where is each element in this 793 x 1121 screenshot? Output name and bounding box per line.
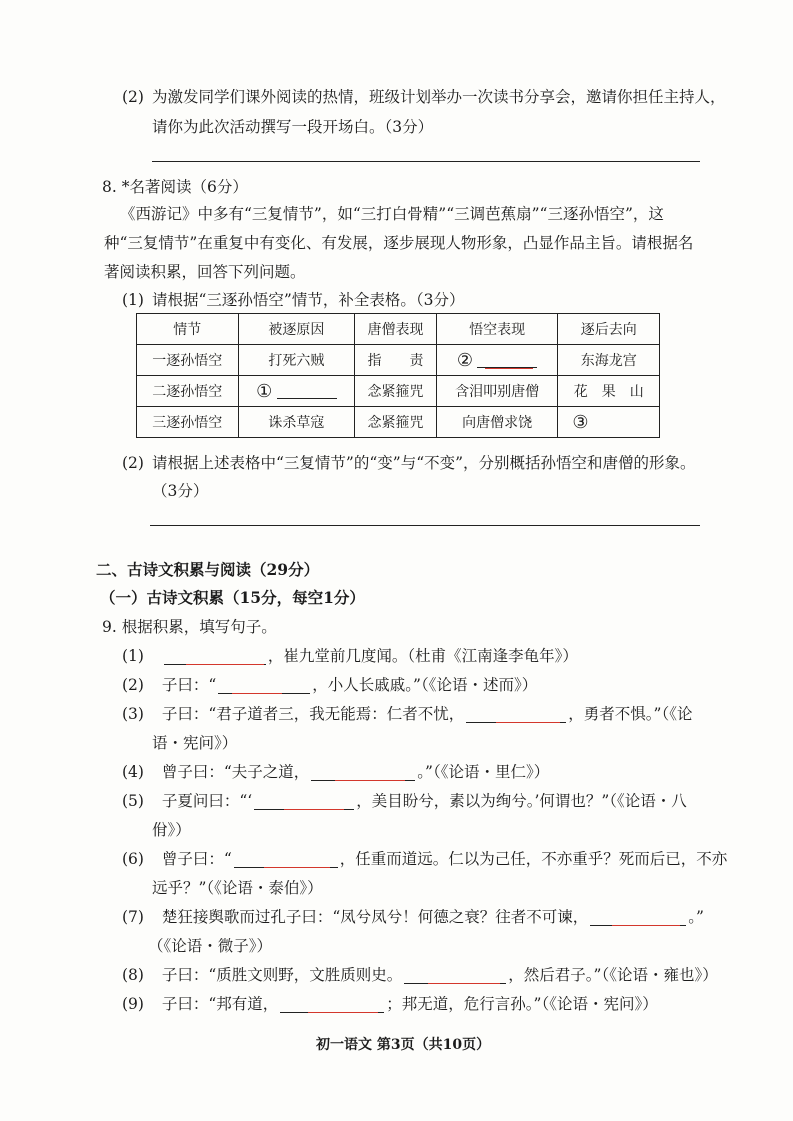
table-header: 逐后去向 xyxy=(558,314,660,345)
table-cell: 二逐孙悟空 xyxy=(137,376,239,407)
item-number: (8) xyxy=(122,966,144,984)
q9-item-5 xyxy=(122,794,687,810)
q9-title: 9. 根据积累，填写句子。 xyxy=(102,618,277,636)
item-prefix: 曾子曰：“ xyxy=(161,850,232,868)
item-suffix: ，美目盼兮，素以为绚兮。’何谓也？”（《论语・八 xyxy=(356,792,687,810)
q8-2-number: (2) xyxy=(122,454,144,472)
q8-2-answer-line[interactable] xyxy=(150,525,700,526)
fill-blank-9[interactable] xyxy=(280,998,384,1013)
q7-2-text-line2: 请你为此次活动撰写一段开场白。（3分） xyxy=(152,118,434,136)
blank-2-line[interactable] xyxy=(477,355,537,368)
blank-1-line[interactable] xyxy=(277,386,337,399)
fill-blank-7[interactable] xyxy=(590,911,686,926)
q9-item-7 xyxy=(122,910,704,926)
table-cell: 打死六贼 xyxy=(238,345,355,376)
fill-blank-5[interactable] xyxy=(254,795,354,810)
fill-blank-8[interactable] xyxy=(404,969,506,984)
table-cell: 向唐僧求饶 xyxy=(436,407,558,438)
table-header: 情节 xyxy=(137,314,239,345)
fill-blank-3[interactable] xyxy=(466,708,566,723)
item-suffix: ，小人长戚戚。”（《论语・述而》） xyxy=(312,676,538,694)
table-cell-blank-2[interactable] xyxy=(436,345,558,376)
item-number: (5) xyxy=(122,792,144,810)
q9-item-1 xyxy=(122,649,578,665)
table-header: 唐僧表现 xyxy=(355,314,437,345)
fill-blank-2[interactable] xyxy=(218,679,310,694)
table-header: 悟空表现 xyxy=(436,314,558,345)
item-number: (3) xyxy=(122,705,144,723)
fill-blank-4[interactable] xyxy=(311,766,415,781)
q9-item-2 xyxy=(122,678,537,694)
item-prefix: 曾子曰：“夫子之道， xyxy=(161,763,310,781)
q9-item-4 xyxy=(122,765,549,781)
q7-2-answer-line[interactable] xyxy=(152,161,700,162)
blank-marker-2: ② xyxy=(456,349,473,371)
q9-item-6 xyxy=(122,852,727,868)
table-cell: 念紧箍咒 xyxy=(355,376,437,407)
q9-item-7-continued: （《论语・微子》） xyxy=(148,937,273,955)
q7-2-number: (2) xyxy=(122,88,144,106)
item-number: (9) xyxy=(122,995,144,1013)
q8-1-number: (1) xyxy=(122,291,144,309)
table-cell: 念紧箍咒 xyxy=(355,407,437,438)
q8-title: 8. *名著阅读（6分） xyxy=(102,178,248,196)
q9-item-6-continued: 远乎？”（《论语・泰伯》） xyxy=(152,879,323,897)
blank-marker-1: ① xyxy=(256,380,273,402)
q9-item-8 xyxy=(122,968,718,984)
section-2-title: 二、古诗文积累与阅读（29分） xyxy=(96,560,320,579)
table-cell: 诛杀草寇 xyxy=(238,407,355,438)
item-prefix: 楚狂接舆歌而过孔子曰：“凤兮凤兮！何德之衰？往者不可谏， xyxy=(161,908,589,926)
table-row xyxy=(137,376,660,407)
item-number: (4) xyxy=(122,763,144,781)
q8-1-text: 请根据“三逐孙悟空”情节，补全表格。（3分） xyxy=(152,291,465,309)
page-footer: 初一语文 第3页（共10页） xyxy=(316,1037,491,1053)
item-prefix: 子曰：“ xyxy=(161,676,217,694)
q9-item-9 xyxy=(122,997,658,1013)
item-number: (7) xyxy=(122,908,144,926)
item-suffix: ，任重而道远。仁以为己任，不亦重乎？死而后已，不亦 xyxy=(339,850,728,868)
item-number: (1) xyxy=(122,647,144,665)
q9-item-5-continued: 佾》） xyxy=(152,821,191,839)
table-cell: 指 责 xyxy=(355,345,437,376)
item-suffix: ；邦无道，危行言孙。”（《论语・宪问》） xyxy=(386,995,658,1013)
q8-2-text-line2: （3分） xyxy=(152,482,209,500)
item-prefix: 子曰：“质胜文则野，文胜质则史。 xyxy=(161,966,403,984)
q7-2-text-line1: 为激发同学们课外阅读的热情，班级计划举办一次读书分享会，邀请你担任主持人， xyxy=(152,88,726,106)
table-cell: 三逐孙悟空 xyxy=(137,407,239,438)
item-prefix: 子曰：“君子道者三，我无能焉：仁者不忧， xyxy=(161,705,465,723)
item-prefix: 子曰：“邦有道， xyxy=(161,995,279,1013)
table-header-row xyxy=(137,314,660,345)
fill-blank-6[interactable] xyxy=(234,853,338,868)
table-cell: 东海龙宫 xyxy=(558,345,660,376)
item-suffix: 。”（《论语・里仁》） xyxy=(417,763,550,781)
plot-table xyxy=(136,313,660,438)
table-cell-blank-1[interactable] xyxy=(238,376,355,407)
q9-item-3 xyxy=(122,707,692,723)
item-suffix: ，然后君子。”（《论语・雍也》） xyxy=(508,966,718,984)
q8-intro-line2: 种“三复情节”在重复中有变化、有发展，逐步展现人物形象，凸显作品主旨。请根据名 xyxy=(104,234,694,252)
table-row xyxy=(137,345,660,376)
table-cell: 花 果 山 xyxy=(558,376,660,407)
table-header: 被逐原因 xyxy=(238,314,355,345)
table-row xyxy=(137,407,660,438)
q8-intro-line1: 《西游记》中多有“三复情节”，如“三打白骨精”“三调芭蕉扇”“三逐孙悟空”，这 xyxy=(120,205,664,223)
table-cell: 含泪叩别唐僧 xyxy=(436,376,558,407)
table-cell: 一逐孙悟空 xyxy=(137,345,239,376)
section-2-part-1-title: （一）古诗文积累（15分，每空1分） xyxy=(100,588,365,607)
blank-marker-3: ③ xyxy=(572,411,589,433)
item-suffix: 。” xyxy=(688,908,704,926)
fill-blank-1[interactable] xyxy=(164,650,266,665)
item-number: (6) xyxy=(122,850,144,868)
q9-item-3-continued: 语・宪问》） xyxy=(152,734,238,752)
item-suffix: ，崔九堂前几度闻。（杜甫《江南逢李龟年》） xyxy=(267,647,578,665)
item-prefix: 子夏问曰：“‘ xyxy=(161,792,253,810)
q8-2-text-line1: 请根据上述表格中“三复情节”的“变”与“不变”，分别概括孙悟空和唐僧的形象。 xyxy=(152,454,696,472)
q8-intro-line3: 著阅读积累，回答下列问题。 xyxy=(104,263,306,281)
table-cell-blank-3[interactable] xyxy=(558,407,660,438)
item-number: (2) xyxy=(122,676,144,694)
item-suffix: ，勇者不惧。”（《论 xyxy=(568,705,693,723)
